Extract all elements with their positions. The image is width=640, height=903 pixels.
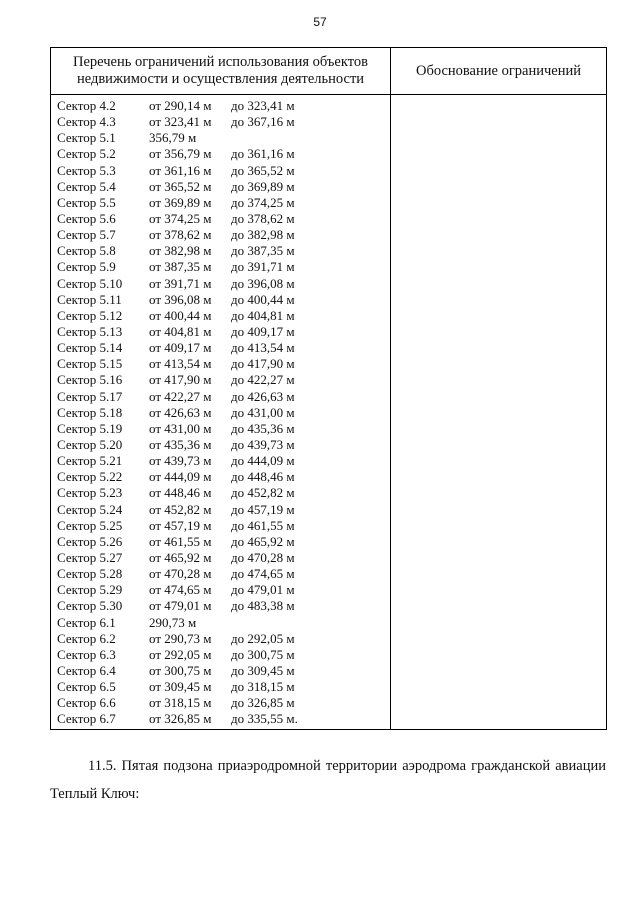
header-justification: Обоснование ограничений <box>391 48 607 95</box>
range-from: от 323,41 м <box>149 114 212 130</box>
sector-name: Сектор 6.7 <box>57 711 116 727</box>
range-from: от 387,35 м <box>149 259 212 275</box>
range-to: до 378,62 м <box>231 210 295 226</box>
range-from: от 391,71 м <box>149 275 212 291</box>
range-from: 290,73 м <box>149 614 197 630</box>
sector-list-cell <box>51 95 391 730</box>
sector-name: Сектор 6.1 <box>57 614 116 630</box>
range-from: от 470,28 м <box>149 566 212 582</box>
range-to <box>231 130 351 146</box>
table-row <box>57 534 390 550</box>
range-from: от 465,92 м <box>149 549 212 565</box>
sector-name: Сектор 5.9 <box>57 259 116 275</box>
sector-name: Сектор 5.3 <box>57 162 116 178</box>
range-to: до 326,85 м <box>231 695 295 711</box>
range-from: от 461,55 м <box>149 533 212 549</box>
table-row <box>57 292 390 308</box>
table-row <box>57 485 390 501</box>
range-to: до 431,00 м <box>231 404 295 420</box>
section-paragraph <box>50 752 606 808</box>
table-row <box>57 324 390 340</box>
table-row <box>57 98 390 114</box>
range-from: от 300,75 м <box>149 662 212 678</box>
range-from: от 318,15 м <box>149 695 212 711</box>
sector-name: Сектор 5.21 <box>57 453 123 469</box>
table-row <box>57 243 390 259</box>
range-from: от 400,44 м <box>149 307 212 323</box>
range-to: до 367,16 м <box>231 114 295 130</box>
range-to: до 426,63 м <box>231 388 295 404</box>
sector-name: Сектор 5.17 <box>57 388 123 404</box>
range-from: от 309,45 м <box>149 679 212 695</box>
justification-cell <box>391 95 607 730</box>
table-row <box>57 114 390 130</box>
range-from: от 435,36 м <box>149 436 212 452</box>
table-row <box>57 695 390 711</box>
range-to: до 361,16 м <box>231 146 295 162</box>
sector-name: Сектор 4.2 <box>57 98 116 113</box>
sector-name: Сектор 5.19 <box>57 420 123 436</box>
sector-name: Сектор 5.12 <box>57 307 123 323</box>
sector-name: Сектор 5.15 <box>57 356 123 372</box>
sector-name: Сектор 5.29 <box>57 582 123 598</box>
sector-list <box>57 98 390 727</box>
table-row <box>57 453 390 469</box>
table-row <box>57 146 390 162</box>
sector-name: Сектор 5.7 <box>57 227 116 243</box>
range-to: до 435,36 м <box>231 420 295 436</box>
table-row <box>57 372 390 388</box>
table-row <box>57 227 390 243</box>
range-from: от 426,63 м <box>149 404 212 420</box>
range-from: от 448,46 м <box>149 485 212 501</box>
sector-name: Сектор 6.3 <box>57 646 116 662</box>
range-to: до 300,75 м <box>231 646 295 662</box>
range-from: от 378,62 м <box>149 227 212 243</box>
table-row <box>57 340 390 356</box>
range-to: до 457,19 м <box>231 501 295 517</box>
table-row <box>57 711 390 727</box>
range-from: от 479,01 м <box>149 598 212 614</box>
range-to: до 448,46 м <box>231 469 295 485</box>
sector-name: Сектор 5.30 <box>57 598 123 614</box>
range-to: до 413,54 м <box>231 340 295 356</box>
table-row <box>57 437 390 453</box>
range-to: до 470,28 м <box>231 549 295 565</box>
sector-name: Сектор 5.27 <box>57 549 123 565</box>
range-to: до 422,27 м <box>231 372 295 388</box>
sector-name: Сектор 5.4 <box>57 178 116 194</box>
sector-name: Сектор 6.5 <box>57 679 116 695</box>
range-from: от 396,08 м <box>149 291 212 307</box>
range-from: от 374,25 м <box>149 210 212 226</box>
range-to: до 374,25 м <box>231 194 295 210</box>
table-row <box>57 598 390 614</box>
range-from: от 431,00 м <box>149 420 212 436</box>
sector-name: Сектор 5.10 <box>57 275 123 291</box>
range-to: до 382,98 м <box>231 227 295 243</box>
range-from: от 439,73 м <box>149 453 212 469</box>
range-to: до 323,41 м <box>231 98 295 113</box>
range-to: до 465,92 м <box>231 533 295 549</box>
sector-name: Сектор 6.2 <box>57 630 116 646</box>
range-from: от 326,85 м <box>149 711 212 727</box>
range-to: до 474,65 м <box>231 566 295 582</box>
table-row <box>57 518 390 534</box>
range-to: до 479,01 м <box>231 582 295 598</box>
table-row <box>57 259 390 275</box>
table-row <box>57 356 390 372</box>
table-row <box>57 211 390 227</box>
range-from: от 290,14 м <box>149 98 212 113</box>
range-from: от 474,65 м <box>149 582 212 598</box>
range-from: от 290,73 м <box>149 630 212 646</box>
range-to: до 452,82 м <box>231 485 295 501</box>
range-from: от 292,05 м <box>149 646 212 662</box>
range-from: от 457,19 м <box>149 517 212 533</box>
table-row <box>57 195 390 211</box>
range-to: до 409,17 м <box>231 323 295 339</box>
sector-name: Сектор 6.4 <box>57 662 116 678</box>
sector-name: Сектор 4.3 <box>57 114 116 130</box>
range-from: от 417,90 м <box>149 372 212 388</box>
sector-name: Сектор 5.20 <box>57 436 123 452</box>
table-row <box>57 389 390 405</box>
range-from: от 369,89 м <box>149 194 212 210</box>
sector-name: Сектор 5.14 <box>57 340 123 356</box>
table-row <box>57 582 390 598</box>
range-from: от 413,54 м <box>149 356 212 372</box>
range-to: до 369,89 м <box>231 178 295 194</box>
table-row <box>57 308 390 324</box>
range-from: от 404,81 м <box>149 323 212 339</box>
range-to: до 292,05 м <box>231 630 295 646</box>
table-row <box>57 647 390 663</box>
table-row <box>57 469 390 485</box>
sector-name: Сектор 5.11 <box>57 291 122 307</box>
sector-name: Сектор 5.24 <box>57 501 123 517</box>
range-to: до 387,35 м <box>231 243 295 259</box>
page-number: 57 <box>313 15 327 29</box>
range-from: от 382,98 м <box>149 243 212 259</box>
range-to: до 483,38 м <box>231 598 295 614</box>
sector-name: Сектор 5.26 <box>57 533 123 549</box>
table-row <box>57 130 390 146</box>
table-row <box>57 566 390 582</box>
sector-name: Сектор 5.25 <box>57 517 123 533</box>
sector-name: Сектор 5.1 <box>57 130 116 146</box>
range-from: от 409,17 м <box>149 340 212 356</box>
table-body-row <box>51 95 607 730</box>
header-restrictions-list: Перечень ограничений использования объектов недвижимости и осуществления деятельности <box>51 48 391 95</box>
range-to: до 318,15 м <box>231 679 295 695</box>
range-to: до 417,90 м <box>231 356 295 372</box>
sector-name: Сектор 5.23 <box>57 485 123 501</box>
table-row <box>57 179 390 195</box>
range-to: до 309,45 м <box>231 662 295 678</box>
range-to: до 335,55 м. <box>231 711 298 727</box>
range-to: до 400,44 м <box>231 291 295 307</box>
range-to: до 391,71 м <box>231 259 295 275</box>
restrictions-table <box>50 47 607 730</box>
table-row <box>57 502 390 518</box>
range-from: от 365,52 м <box>149 178 212 194</box>
range-to: до 439,73 м <box>231 436 295 452</box>
table-row <box>57 663 390 679</box>
range-from: от 356,79 м <box>149 146 212 162</box>
range-to: до 404,81 м <box>231 307 295 323</box>
sector-name: Сектор 5.5 <box>57 194 116 210</box>
table-row <box>57 615 390 631</box>
range-from: от 361,16 м <box>149 162 212 178</box>
sector-name: Сектор 5.13 <box>57 323 123 339</box>
range-from: от 444,09 м <box>149 469 212 485</box>
sector-name: Сектор 5.28 <box>57 566 123 582</box>
sector-name: Сектор 5.6 <box>57 210 116 226</box>
sector-name: Сектор 6.6 <box>57 695 116 711</box>
range-to <box>231 615 351 631</box>
table-row <box>57 550 390 566</box>
table-row <box>57 276 390 292</box>
range-from: от 452,82 м <box>149 501 212 517</box>
table-row <box>57 631 390 647</box>
table-row <box>57 163 390 179</box>
range-to: до 396,08 м <box>231 275 295 291</box>
range-to: до 365,52 м <box>231 162 295 178</box>
sector-name: Сектор 5.16 <box>57 372 123 388</box>
sector-name: Сектор 5.8 <box>57 243 116 259</box>
table-row <box>57 679 390 695</box>
range-to: до 461,55 м <box>231 517 295 533</box>
range-from: 356,79 м <box>149 130 197 146</box>
table-row <box>57 405 390 421</box>
sector-name: Сектор 5.18 <box>57 404 123 420</box>
table-row <box>57 421 390 437</box>
sector-name: Сектор 5.2 <box>57 146 116 162</box>
range-to: до 444,09 м <box>231 453 295 469</box>
range-from: от 422,27 м <box>149 388 212 404</box>
sector-name: Сектор 5.22 <box>57 469 123 485</box>
paragraph-text: 11.5. Пятая подзона приаэродромной территории аэродрома гражданской авиации Теплый Ключ: <box>50 758 606 802</box>
table-header-row <box>51 48 607 95</box>
